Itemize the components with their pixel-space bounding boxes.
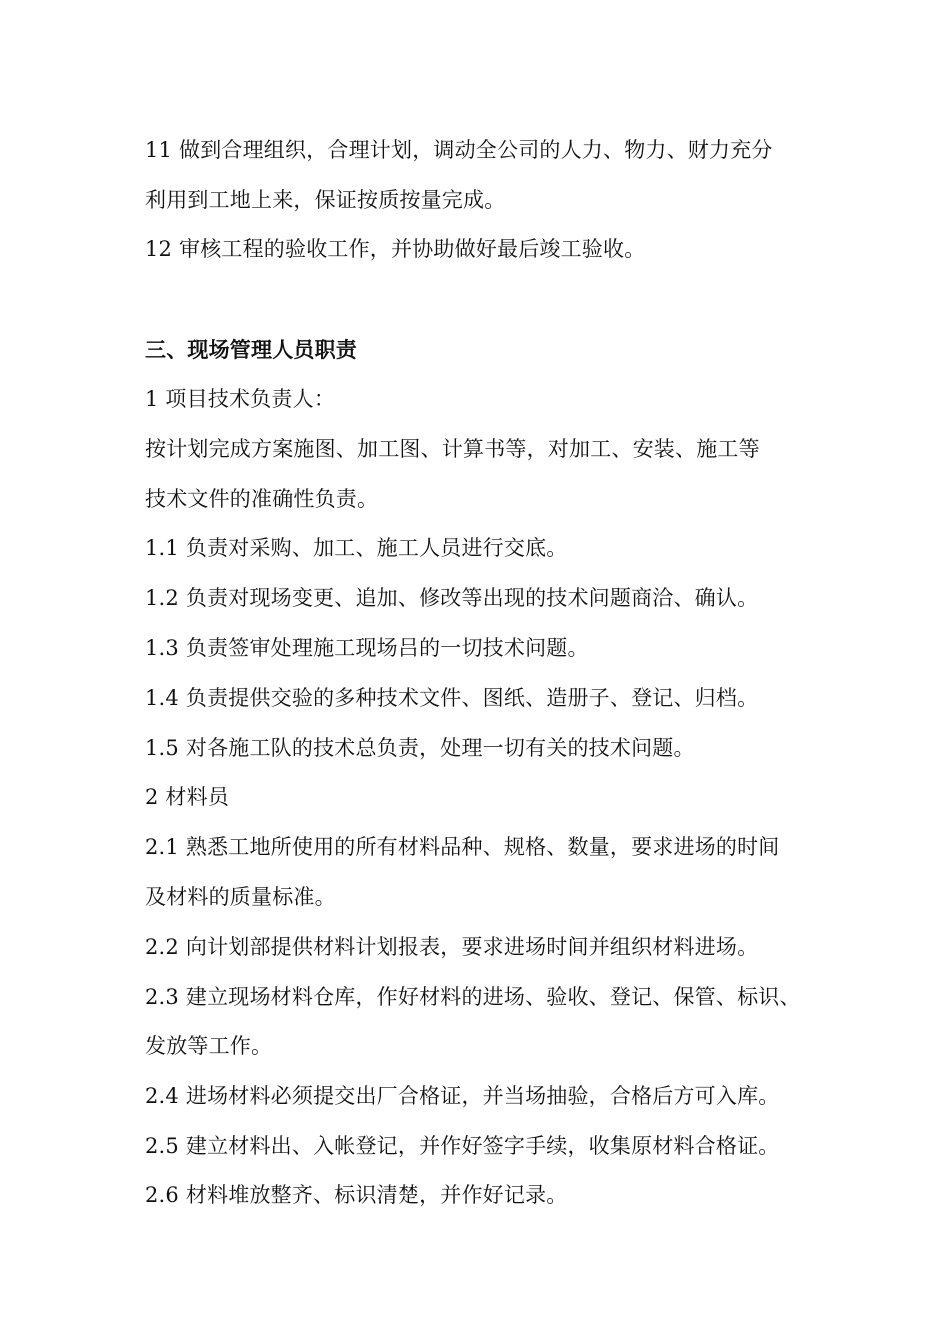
list-item-2-3: 2.3 建立现场材料仓库，作好材料的进场、验收、登记、保管、标识、 (145, 985, 801, 1009)
list-item-2-6: 2.6 材料堆放整齐、标识清楚，并作好记录。 (145, 1183, 568, 1207)
paragraph-line-11: 11 做到合理组织，合理计划，调动全公司的人力、物力、财力充分 (145, 138, 773, 162)
list-item-2-4: 2.4 进场材料必须提交出厂合格证，并当场抽验，合格后方可入库。 (145, 1084, 780, 1108)
list-item-2-2: 2.2 向计划部提供材料计划报表，要求进场时间并组织材料进场。 (145, 935, 759, 959)
list-item-1-3: 1.3 负责签审处理施工现场吕的一切技术问题。 (145, 636, 589, 660)
section-heading: 三、现场管理人员职责 (145, 338, 357, 362)
list-item-2-5: 2.5 建立材料出、入帐登记，并作好签字手续，收集原材料合格证。 (145, 1134, 780, 1158)
subsection-title-materials: 2 材料员 (145, 785, 230, 809)
paragraph-line-12: 12 审核工程的验收工作，并协助做好最后竣工验收。 (145, 237, 646, 261)
list-item-2-1: 2.1 熟悉工地所使用的所有材料品种、规格、数量，要求进场的时间 (145, 835, 780, 859)
subsection-title-tech-lead: 1 项目技术负责人： (145, 387, 336, 411)
list-item-1-1: 1.1 负责对采购、加工、施工人员进行交底。 (145, 536, 568, 560)
list-item-2-1-continued: 及材料的质量标准。 (145, 885, 336, 909)
paragraph-line: 按计划完成方案施图、加工图、计算书等，对加工、安装、施工等 (145, 437, 760, 461)
list-item-1-4: 1.4 负责提供交验的多种技术文件、图纸、造册子、登记、归档。 (145, 686, 759, 710)
list-item-1-5: 1.5 对各施工队的技术总负责，处理一切有关的技术问题。 (145, 736, 695, 760)
paragraph-line: 技术文件的准确性负责。 (145, 487, 379, 511)
list-item-2-3-continued: 发放等工作。 (145, 1034, 273, 1058)
paragraph-line-11-continued: 利用到工地上来，保证按质按量完成。 (145, 188, 506, 212)
list-item-1-2: 1.2 负责对现场变更、追加、修改等出现的技术问题商洽、确认。 (145, 586, 759, 610)
